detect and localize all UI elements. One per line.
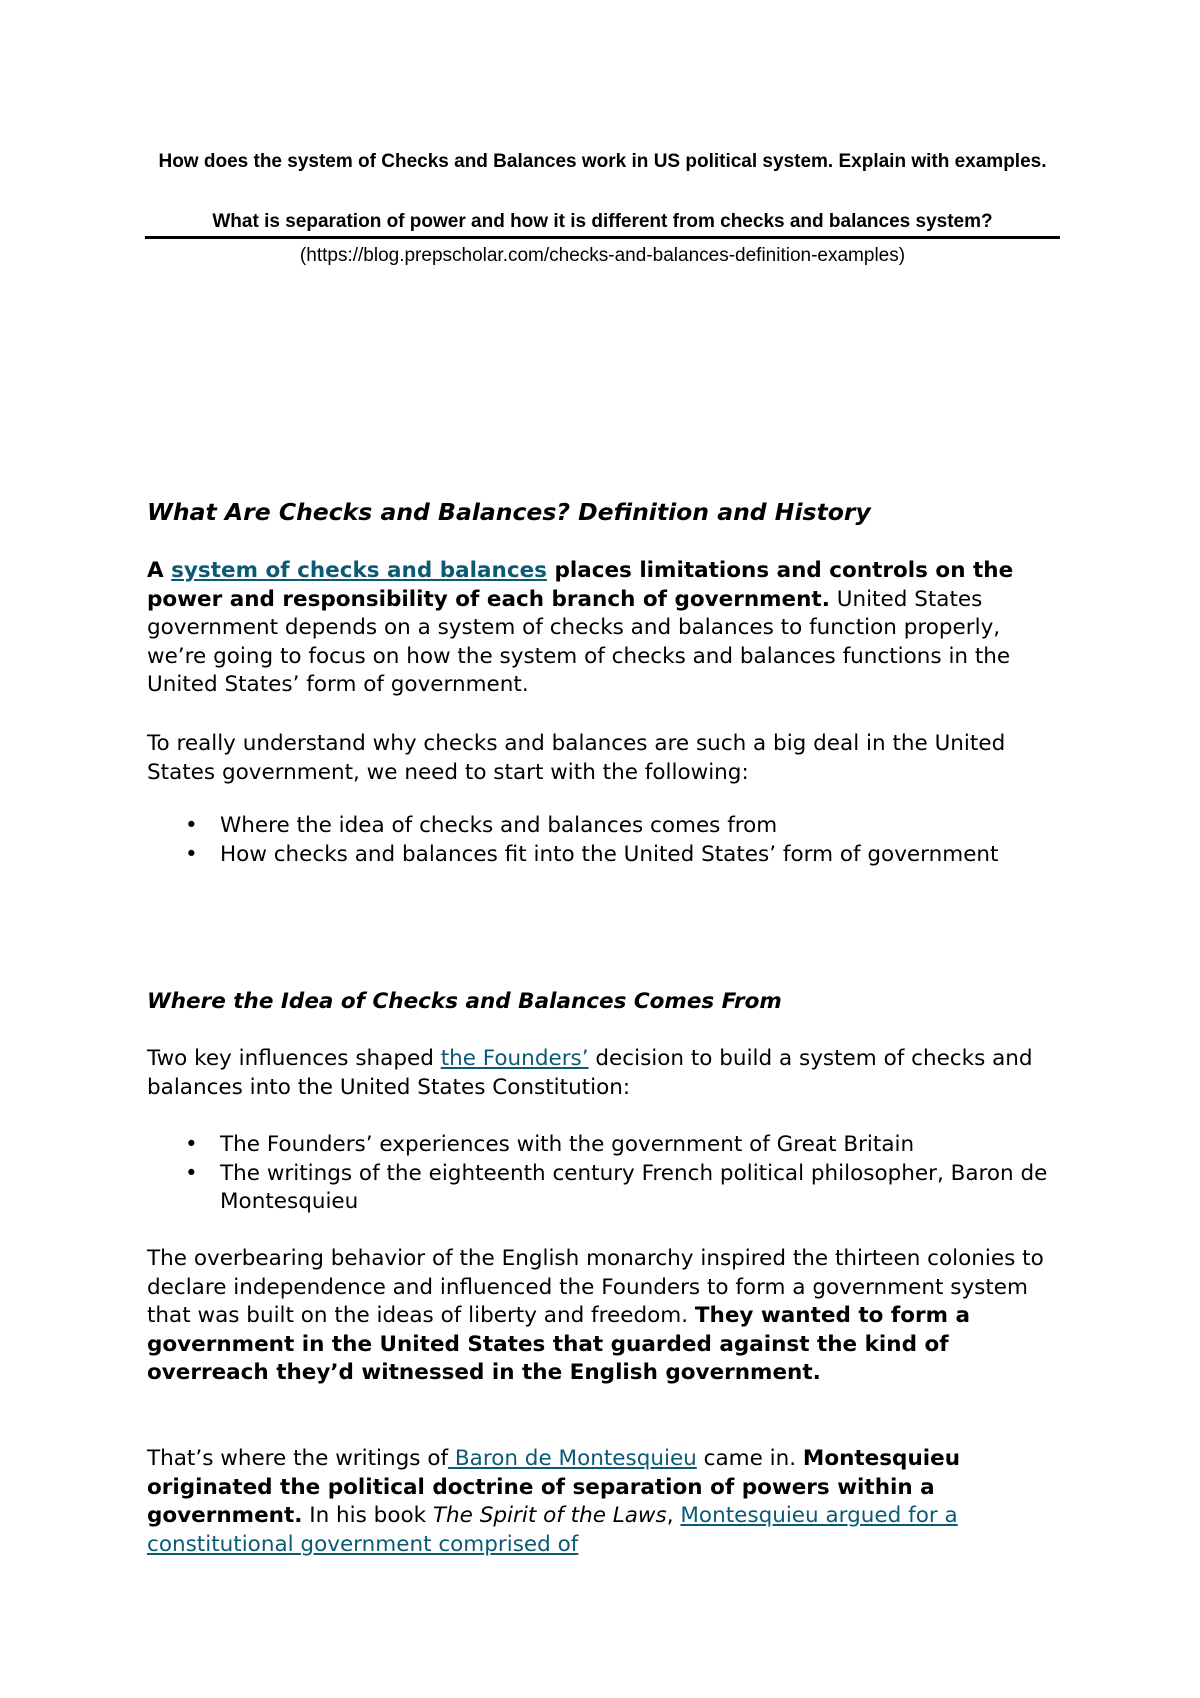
section2-bullet-list (147, 1131, 1062, 1217)
bullet-icon: • (185, 1160, 198, 1186)
header-rule (145, 236, 1060, 239)
constitutional-government-link[interactable]: Montesquieu argued for a constitutional government comprised of (147, 1503, 958, 1557)
section1-paragraph-1 (147, 557, 1062, 700)
section2-heading: Where the Idea of Checks and Balances Comes From (147, 989, 782, 1014)
source-url: (https://blog.prepscholar.com/checks-and-balances-definition-examples) (299, 245, 906, 266)
p1-lead: A (147, 558, 172, 583)
bullet-icon: • (185, 841, 198, 867)
founders-link[interactable]: the Founders’ (440, 1046, 589, 1071)
p1-bold: places limitations and controls on the power and responsibility of each branch of government. (147, 558, 1014, 612)
question-1: How does the system of Checks and Balances work in US political system. Explain with examples. (158, 151, 1047, 172)
list-item: • The writings of the eighteenth century French political philosopher, Baron de Montesquieu (185, 1160, 1048, 1214)
checks-and-balances-link[interactable]: system of checks and balances (171, 558, 547, 583)
section2-paragraph-3: That’s where the writings of Baron de Montesquieu came in. Montesquieu originated the political doctrine of separation of powers within a government. In his book The Spirit of the Laws, Montesquieu argued for a constitutional government comprised of (147, 1446, 961, 1557)
section2-paragraph-2: The overbearing behavior of the English monarchy inspired the thirteen colonies to declare independence and influenced the Founders to form a government system that was built on the ideas of liberty and freedom. They wanted to form a government in the United States that guarded against the kind of overreach they’d witnessed in the English government. (147, 1246, 1044, 1385)
section1-paragraph-2: To really understand why checks and balances are such a big deal in the United States government, we need to start with the following: (147, 731, 1006, 785)
list-item: • The Founders’ experiences with the government of Great Britain (147, 1131, 1062, 1160)
section2-paragraph-1: Two key influences shaped the Founders’ decision to build a system of checks and balances into the United States Constitution: (147, 1046, 1033, 1100)
list-item: • Where the idea of checks and balances comes from (147, 812, 1062, 841)
p1-text: United States government depends on a system of checks and balances to function properly, we’re going to focus on how the system of checks and balances functions in the United States’ form of government. (147, 586, 1011, 697)
bullet-icon: • (185, 1132, 198, 1157)
list-item: • How checks and balances fit into the United States’ form of government (147, 841, 1062, 870)
montesquieu-link[interactable]: Baron de Montesquieu (448, 1446, 697, 1471)
section1-bullet-list (147, 812, 1062, 869)
bullet-icon: • (185, 813, 198, 838)
question-2: What is separation of power and how it is different from checks and balances system? (212, 211, 993, 232)
section1-heading: What Are Checks and Balances? Definition and History (147, 498, 871, 526)
